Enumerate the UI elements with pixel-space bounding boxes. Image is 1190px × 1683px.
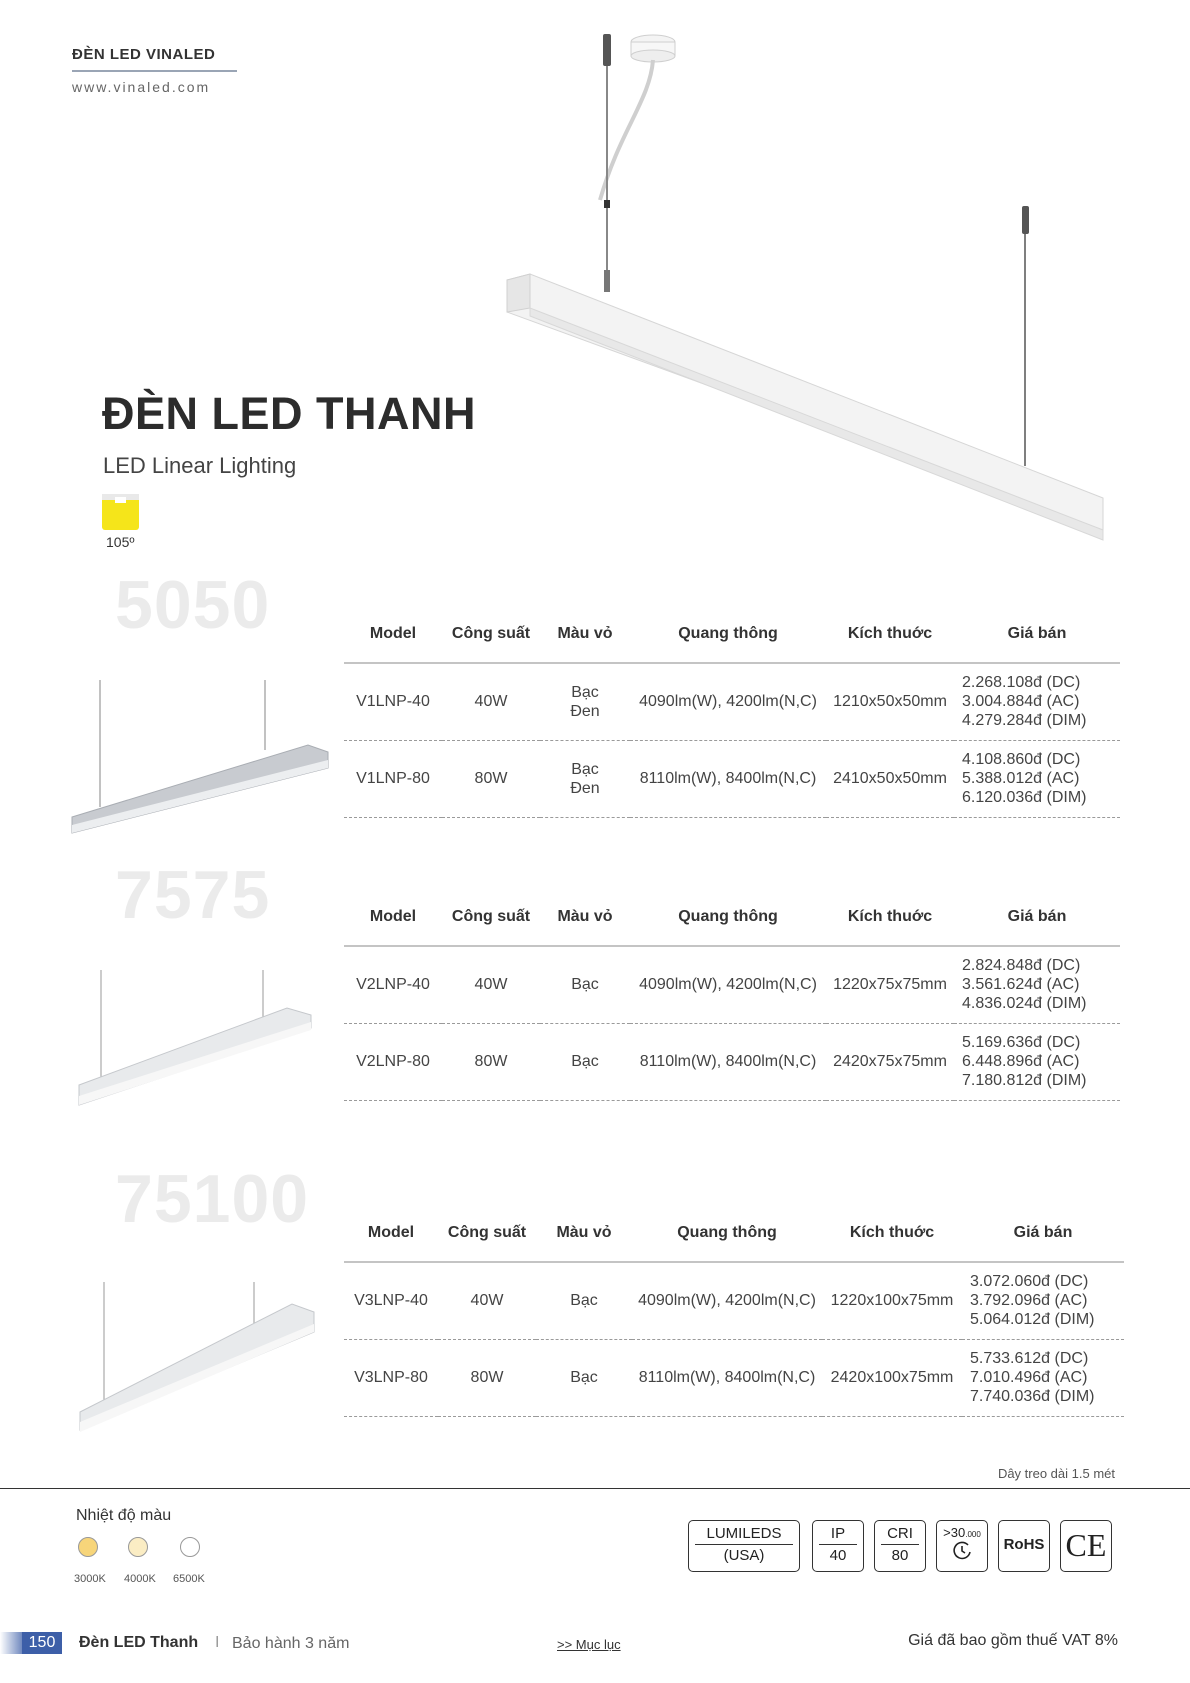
color-dot-3000k xyxy=(78,1537,98,1557)
flux-cell: 4090lm(W), 4200lm(N,C) xyxy=(632,1262,822,1339)
rohs-badge: RoHS xyxy=(998,1520,1050,1572)
ip-rating-badge: IP 40 xyxy=(812,1520,864,1572)
col-header: Công suất xyxy=(442,605,540,663)
col-header: Giá bán xyxy=(954,888,1120,946)
table-row xyxy=(344,1339,1124,1416)
page-title: ĐÈN LED THANH xyxy=(102,388,476,439)
col-header: Giá bán xyxy=(962,1204,1124,1262)
price-cell: 3.072.060đ (DC) 3.792.096đ (AC) 5.064.012đ (DIM) xyxy=(962,1262,1124,1339)
brand-underline xyxy=(72,70,237,72)
page-number: 150 xyxy=(22,1632,62,1654)
page-subtitle: LED Linear Lighting xyxy=(103,453,297,478)
spec-table-5050 xyxy=(344,605,1120,818)
color-cell: Bạc Đen xyxy=(540,740,630,817)
model-cell: V2LNP-40 xyxy=(344,946,442,1023)
color-dot-4000k xyxy=(128,1537,148,1557)
size-cell: 2420x75x75mm xyxy=(826,1023,954,1100)
table-row xyxy=(344,1023,1120,1100)
product-image-75100 xyxy=(78,1282,338,1442)
price-cell: 5.733.612đ (DC) 7.010.496đ (AC) 7.740.036đ (DIM) xyxy=(962,1339,1124,1416)
size-cell: 2420x100x75mm xyxy=(822,1339,962,1416)
col-header: Giá bán xyxy=(954,605,1120,663)
cable-note: Dây treo dài 1.5 mét xyxy=(997,1466,1115,1481)
col-header: Công suất xyxy=(442,888,540,946)
model-cell: V1LNP-80 xyxy=(344,740,442,817)
clock-icon xyxy=(951,1540,973,1562)
model-cell: V3LNP-80 xyxy=(344,1339,438,1416)
color-label: 6500K xyxy=(173,1573,205,1585)
size-cell: 1220x75x75mm xyxy=(826,946,954,1023)
col-header: Màu vỏ xyxy=(540,888,630,946)
product-image-7575 xyxy=(75,970,335,1110)
col-header: Màu vỏ xyxy=(540,605,630,663)
spec-table-7575 xyxy=(344,888,1120,1101)
beam-angle-icon xyxy=(102,494,139,530)
series-watermark: 75100 xyxy=(115,1161,310,1237)
series-watermark: 7575 xyxy=(115,857,271,933)
col-header: Model xyxy=(344,605,442,663)
model-cell: V2LNP-80 xyxy=(344,1023,442,1100)
col-header: Công suất xyxy=(438,1204,536,1262)
table-row xyxy=(344,946,1120,1023)
beam-angle-label: 105º xyxy=(106,534,135,550)
spec-table-75100 xyxy=(344,1204,1124,1417)
color-label: 3000K xyxy=(74,1573,106,1585)
table-of-contents-link[interactable]: >> Mục lục xyxy=(557,1637,621,1652)
power-cell: 40W xyxy=(438,1262,536,1339)
vat-note: Giá đã bao gồm thuế VAT 8% xyxy=(908,1632,1118,1649)
price-cell: 2.268.108đ (DC) 3.004.884đ (AC) 4.279.284đ (DIM) xyxy=(954,663,1120,740)
col-header: Quang thông xyxy=(630,888,826,946)
color-cell: Bạc xyxy=(540,946,630,1023)
lifetime-badge: >30.000 xyxy=(936,1520,988,1572)
col-header: Kích thuớc xyxy=(826,605,954,663)
color-cell: Bạc xyxy=(536,1339,632,1416)
flux-cell: 4090lm(W), 4200lm(N,C) xyxy=(630,946,826,1023)
website-url[interactable]: www.vinaled.com xyxy=(72,79,211,95)
power-cell: 80W xyxy=(438,1339,536,1416)
size-cell: 2410x50x50mm xyxy=(826,740,954,817)
col-header: Quang thông xyxy=(632,1204,822,1262)
model-cell: V3LNP-40 xyxy=(344,1262,438,1339)
brand-name: ĐÈN LED VINALED xyxy=(72,46,216,63)
power-cell: 80W xyxy=(442,1023,540,1100)
color-dot-6500k xyxy=(180,1537,200,1557)
power-cell: 40W xyxy=(442,946,540,1023)
color-cell: Bạc xyxy=(540,1023,630,1100)
table-row xyxy=(344,663,1120,740)
flux-cell: 8110lm(W), 8400lm(N,C) xyxy=(630,740,826,817)
cri-badge: CRI 80 xyxy=(874,1520,926,1572)
col-header: Quang thông xyxy=(630,605,826,663)
color-label: 4000K xyxy=(124,1573,156,1585)
flux-cell: 8110lm(W), 8400lm(N,C) xyxy=(630,1023,826,1100)
footer-title: Đèn LED Thanh xyxy=(79,1634,199,1651)
footer-separator: I xyxy=(215,1634,220,1651)
color-cell: Bạc Đen xyxy=(540,663,630,740)
size-cell: 1210x50x50mm xyxy=(826,663,954,740)
color-temp-title: Nhiệt độ màu xyxy=(76,1507,172,1524)
price-cell: 4.108.860đ (DC) 5.388.012đ (AC) 6.120.036đ (DIM) xyxy=(954,740,1120,817)
color-cell: Bạc xyxy=(536,1262,632,1339)
flux-cell: 8110lm(W), 8400lm(N,C) xyxy=(632,1339,822,1416)
col-header: Kích thuớc xyxy=(822,1204,962,1262)
hero-product-image xyxy=(500,30,1120,550)
flux-cell: 4090lm(W), 4200lm(N,C) xyxy=(630,663,826,740)
product-image-5050 xyxy=(70,680,330,840)
power-cell: 40W xyxy=(442,663,540,740)
series-watermark: 5050 xyxy=(115,567,271,643)
table-row xyxy=(344,740,1120,817)
col-header: Màu vỏ xyxy=(536,1204,632,1262)
footer-divider xyxy=(0,1488,1190,1489)
col-header: Model xyxy=(344,1204,438,1262)
col-header: Kích thuớc xyxy=(826,888,954,946)
size-cell: 1220x100x75mm xyxy=(822,1262,962,1339)
warranty-text: Bảo hành 3 năm xyxy=(232,1635,350,1652)
ce-mark-badge: CE xyxy=(1060,1520,1112,1572)
lumileds-badge: LUMILEDS (USA) xyxy=(688,1520,800,1572)
col-header: Model xyxy=(344,888,442,946)
model-cell: V1LNP-40 xyxy=(344,663,442,740)
price-cell: 2.824.848đ (DC) 3.561.624đ (AC) 4.836.024đ (DIM) xyxy=(954,946,1120,1023)
power-cell: 80W xyxy=(442,740,540,817)
table-row xyxy=(344,1262,1124,1339)
price-cell: 5.169.636đ (DC) 6.448.896đ (AC) 7.180.812đ (DIM) xyxy=(954,1023,1120,1100)
